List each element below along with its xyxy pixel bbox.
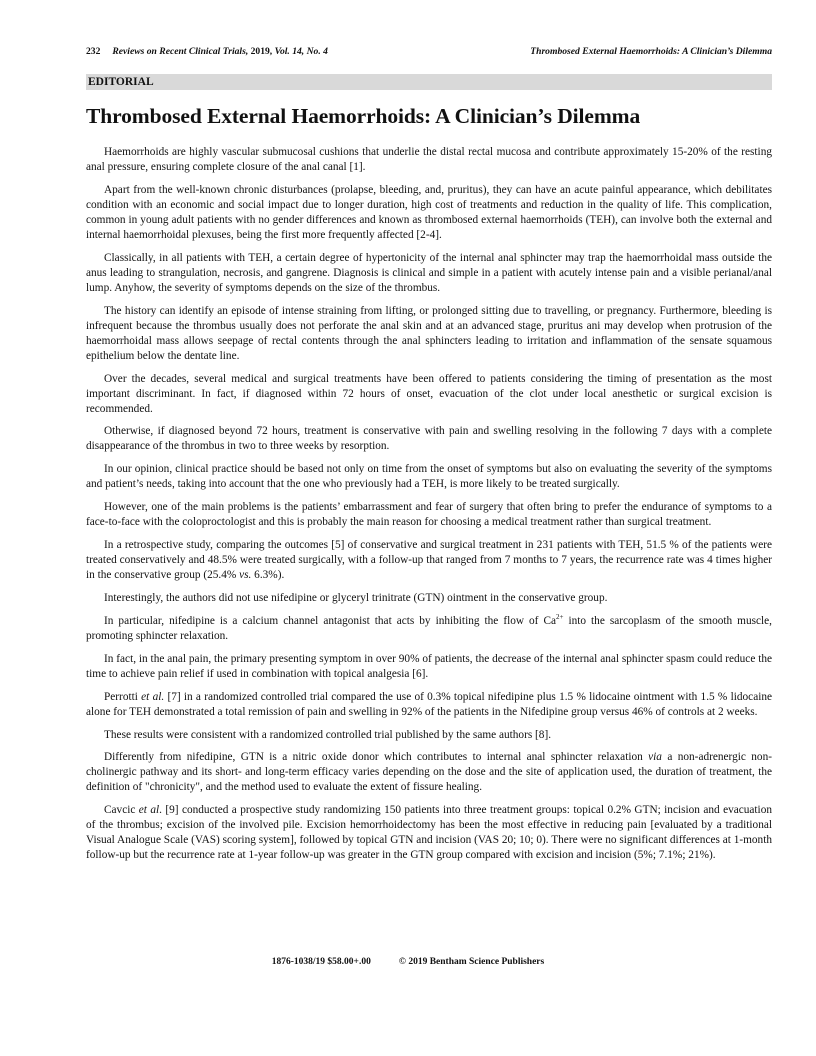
italic-text: et al: [138, 804, 160, 817]
journal-volume: Vol. 14, No. 4: [274, 46, 328, 57]
paragraph: [86, 690, 772, 720]
paragraph: [86, 728, 772, 743]
paragraph: [86, 183, 772, 243]
paragraph-text: [7] in a randomized controlled trial compared the use of 0.3% topical nifedipine plus 1.5 % lidocaine ointment with 1.5 % lidocaine alone for TEH demonstrated a total remission of pain and swelling in 92% of the patients in the Nifedipine group versus 46% of controls at 2 weeks.: [86, 690, 773, 718]
italic-text: vs.: [239, 569, 252, 582]
paragraph: [86, 750, 772, 795]
journal-year: 2019,: [248, 46, 275, 57]
paragraph-text: Perrotti: [104, 690, 142, 703]
article-title: Thrombosed External Haemorrhoids: A Clinician’s Dilemma: [86, 104, 641, 128]
superscript: 2+: [556, 613, 564, 622]
paragraph: [86, 145, 772, 175]
paragraph-text: Differently from nifedipine, GTN is a nitric oxide donor which contributes to internal anal sphincter relaxation: [104, 751, 649, 764]
paragraph-text: a non-adrenergic non-cholinergic pathway and its short- and long-term efficacy varies depending on the dose and the site of application used, the duration of treatment, the definition of "chronicity", and the method used to evaluate the extent of fissure healing.: [86, 751, 772, 794]
issn-price: 1876-1038/19 $58.00+.00: [271, 957, 371, 967]
section-label: EDITORIAL: [86, 74, 772, 90]
paragraph: [86, 652, 772, 682]
paragraph: [86, 614, 772, 644]
paragraph-text: In particular, nifedipine is a calcium channel antagonist that acts by inhibiting the flow of Ca: [104, 614, 556, 627]
running-title: Thrombosed External Haemorrhoids: A Clinician’s Dilemma: [530, 46, 772, 57]
paragraph: [86, 372, 772, 417]
paragraph-text: In our opinion, clinical practice should be based not only on time from the onset of symptoms but also on evaluating the severity of the symptoms and patient’s needs, taking into account that the one who previously had a TEH, is more likely to be treated surgically.: [86, 463, 772, 491]
running-header: [86, 46, 772, 57]
paragraph-text: The history can identify an episode of intense straining from lifting, or prolonged sitting due to travelling, or pregnancy. Furthermore, bleeding is infrequent because the thrombus usually does not perforate the anal skin and at an advanced stage, pruritus ani may develop when protrusion of the haemorrhoidal mass allows seepage of rectal contents through the anal sphincters leading to irritation and inflammation of the sensate squamous epithelium below the dentate line.: [86, 304, 772, 362]
italic-text: via: [648, 751, 662, 764]
paragraph-text: into the sarcoplasm of the smooth muscle, promoting sphincter relaxation.: [86, 614, 772, 642]
paragraph-text: Interestingly, the authors did not use nifedipine or glyceryl trinitrate (GTN) ointment in the conservative group.: [104, 592, 608, 605]
article-body: [86, 145, 772, 871]
paragraph: [86, 424, 772, 454]
paragraph: [86, 251, 772, 296]
journal-name: Reviews on Recent Clinical Trials,: [112, 46, 249, 57]
paragraph-text: Over the decades, several medical and surgical treatments have been offered to patients considering the timing of presentation as the most important discriminant. In fact, if diagnosed within 72 hours of onset, evacuation of the clot under local anesthetic or surgical excision is recommended.: [86, 372, 772, 415]
paragraph-text: Classically, in all patients with TEH, a certain degree of hypertonicity of the internal anal sphincter may trap the haemorrhoidal mass outside the anus leading to strangulation, necrosis, and gangrene. Diagnosis is clinical and simple in a patient with acutely intense pain and a visible perianal/anal lump. Anyhow, the severity of symptoms depends on the size of the thrombus.: [86, 251, 772, 294]
paragraph: [86, 462, 772, 492]
paragraph-text: 6.3%).: [251, 569, 285, 582]
paragraph-text: In a retrospective study, comparing the outcomes [5] of conservative and surgical treatment in 231 patients with TEH, 51.5 % of the patients were treated conservatively and 48.5% were treated surgically, with a follow-up that ranged from 7 months to 7 years, the recurrence rate was 4 times higher in the conservative group (25.4%: [86, 539, 772, 582]
paragraph-text: Haemorrhoids are highly vascular submucosal cushions that underlie the distal rectal mucosa and contribute approximately 15-20% of the resting anal pressure, ensuring complete closure of the anal canal [1].: [86, 146, 772, 173]
paragraph-text: In fact, in the anal pain, the primary presenting symptom in over 90% of patients, the decrease of the internal anal sphincter spasm could reduce the time to achieve pain relief if used in combination with topical analgesia [6].: [86, 652, 772, 680]
paragraph: [86, 803, 772, 863]
page-number: 232: [86, 46, 101, 57]
paragraph: [86, 500, 772, 530]
paragraph: [86, 538, 772, 583]
journal-citation: [86, 46, 328, 57]
paragraph: [86, 304, 772, 364]
italic-text: et al.: [141, 690, 165, 703]
paragraph-text: Apart from the well-known chronic disturbances (prolapse, bleeding, and, pruritus), they can have an acute painful appearance, which debilitates condition with an economic and social impact due to longer duration, high cost of treatments and reduction in the quality of life. This complication, common in young adult patients with no gender differences and known as thrombosed external haemorrhoids (TEH), can involve both the external and internal haemorrhoidal plexuses, being the first more frequently affected [2-4].: [86, 183, 772, 241]
copyright: © 2019 Bentham Science Publishers: [398, 957, 545, 967]
paragraph-text: However, one of the main problems is the patients’ embarrassment and fear of surgery that often bring to prefer the endurance of symptoms to a face-to-face with the coloproctologist and this is probably the main reason for choosing a medical treatment rather than surgical treatment.: [86, 501, 772, 529]
paragraph-text: Cavcic: [104, 804, 139, 817]
paragraph-text: . [9] conducted a prospective study randomizing 150 patients into three treatment groups: topical 0.2% GTN; incision and evacuation of the thrombus; excision of the involved pile. Excision hemorrhoidectomy has been the most effective in reducing pain [evaluated by a traditional Visual Analogue Scale (VAS) scoring system], followed by topical GTN and incision (VAS 20; 10; 0). There were no significant differences at 1-month follow-up but the recurrence rate at 1-year follow-up was greater in the GTN group compared with excision and incision (5%; 7.1%; 21%).: [86, 804, 772, 862]
paragraph-text: Otherwise, if diagnosed beyond 72 hours, treatment is conservative with pain and swelling resolving in the following 7 days with a complete disappearance of the thrombus in two to three weeks by resorption.: [86, 425, 772, 453]
page-footer: [0, 957, 816, 967]
paragraph: [86, 591, 772, 606]
paragraph-text: These results were consistent with a randomized controlled trial published by the same authors [8].: [104, 728, 552, 741]
